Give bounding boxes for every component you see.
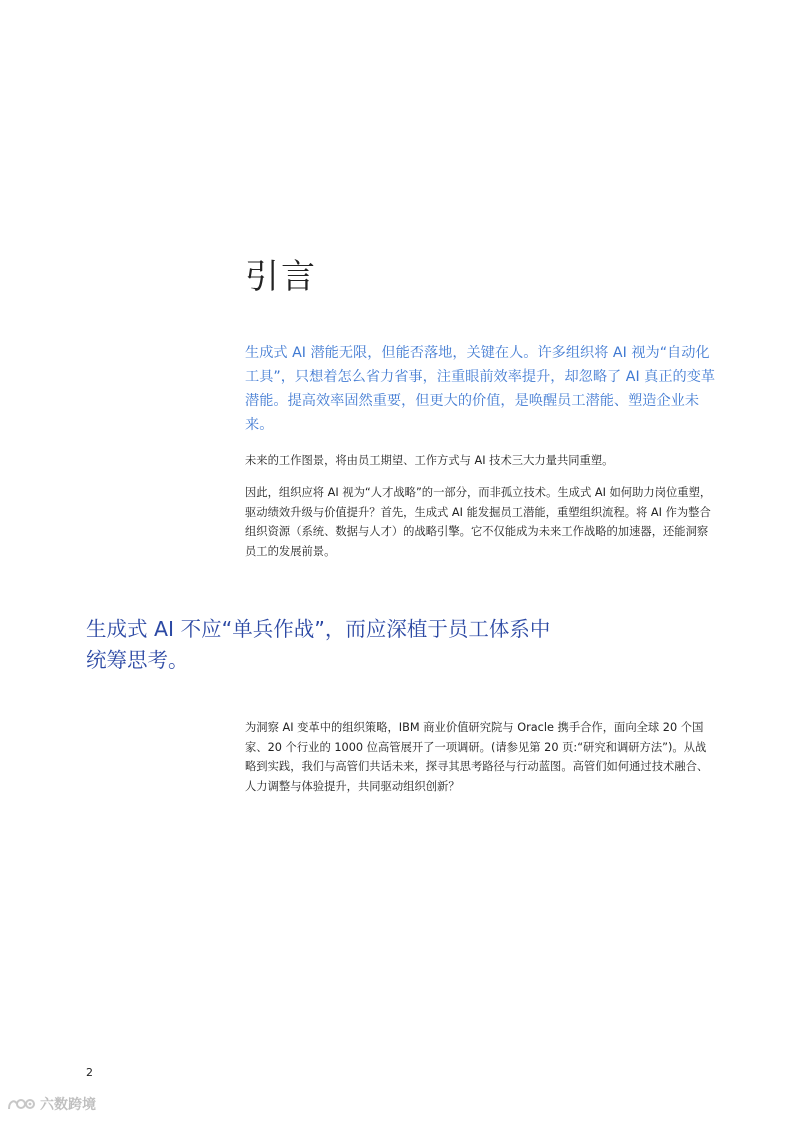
page-title: 引言 xyxy=(245,256,317,297)
page-number: 2 xyxy=(86,1066,93,1079)
lead-paragraph: 生成式 AI 潜能无限，但能否落地，关键在人。许多组织将 AI 视为“自动化工具”，只想着怎么省力省事，注重眼前效率提升，却忽略了 AI 真正的变革潜能。提高效率固然重要，但更大的价值，是唤醒员工潜能、塑造企业未来。 xyxy=(245,345,716,433)
body-paragraph-1: 未来的工作图景，将由员工期望、工作方式与 AI 技术三大力量共同重塑。 xyxy=(245,454,614,467)
watermark-text: 六数跨境 xyxy=(40,1097,96,1113)
closing-paragraph: 为洞察 AI 变革中的组织策略，IBM 商业价值研究院与 Oracle 携手合作，面向全球 20 个国家、20 个行业的 1000 位高管展开了一项调研。(请参见第 20 页:“研究和调研方法”)。从战略到实践，我们与高管们共话未来，探寻其思考路径与行动蓝图。高管们如何通过技术融合、人力调整与体验提升，共同驱动组织创新？ xyxy=(245,721,709,793)
brand-logo-icon xyxy=(6,1095,36,1113)
watermark xyxy=(6,1094,96,1114)
body-paragraph-2: 因此，组织应将 AI 视为“人才战略”的一部分，而非孤立技术。生成式 AI 如何助力岗位重塑，驱动绩效升级与价值提升？首先，生成式 AI 能发掘员工潜能，重塑组织流程。将 AI 作为整合组织资源（系统、数据与人才）的战略引擎。它不仅能成为未来工作战略的加速器，还能洞察员工的发展前景。 xyxy=(245,486,712,558)
pull-quote: 生成式 AI 不应“单兵作战”，而应深植于员工体系中统筹思考。 xyxy=(86,617,551,672)
